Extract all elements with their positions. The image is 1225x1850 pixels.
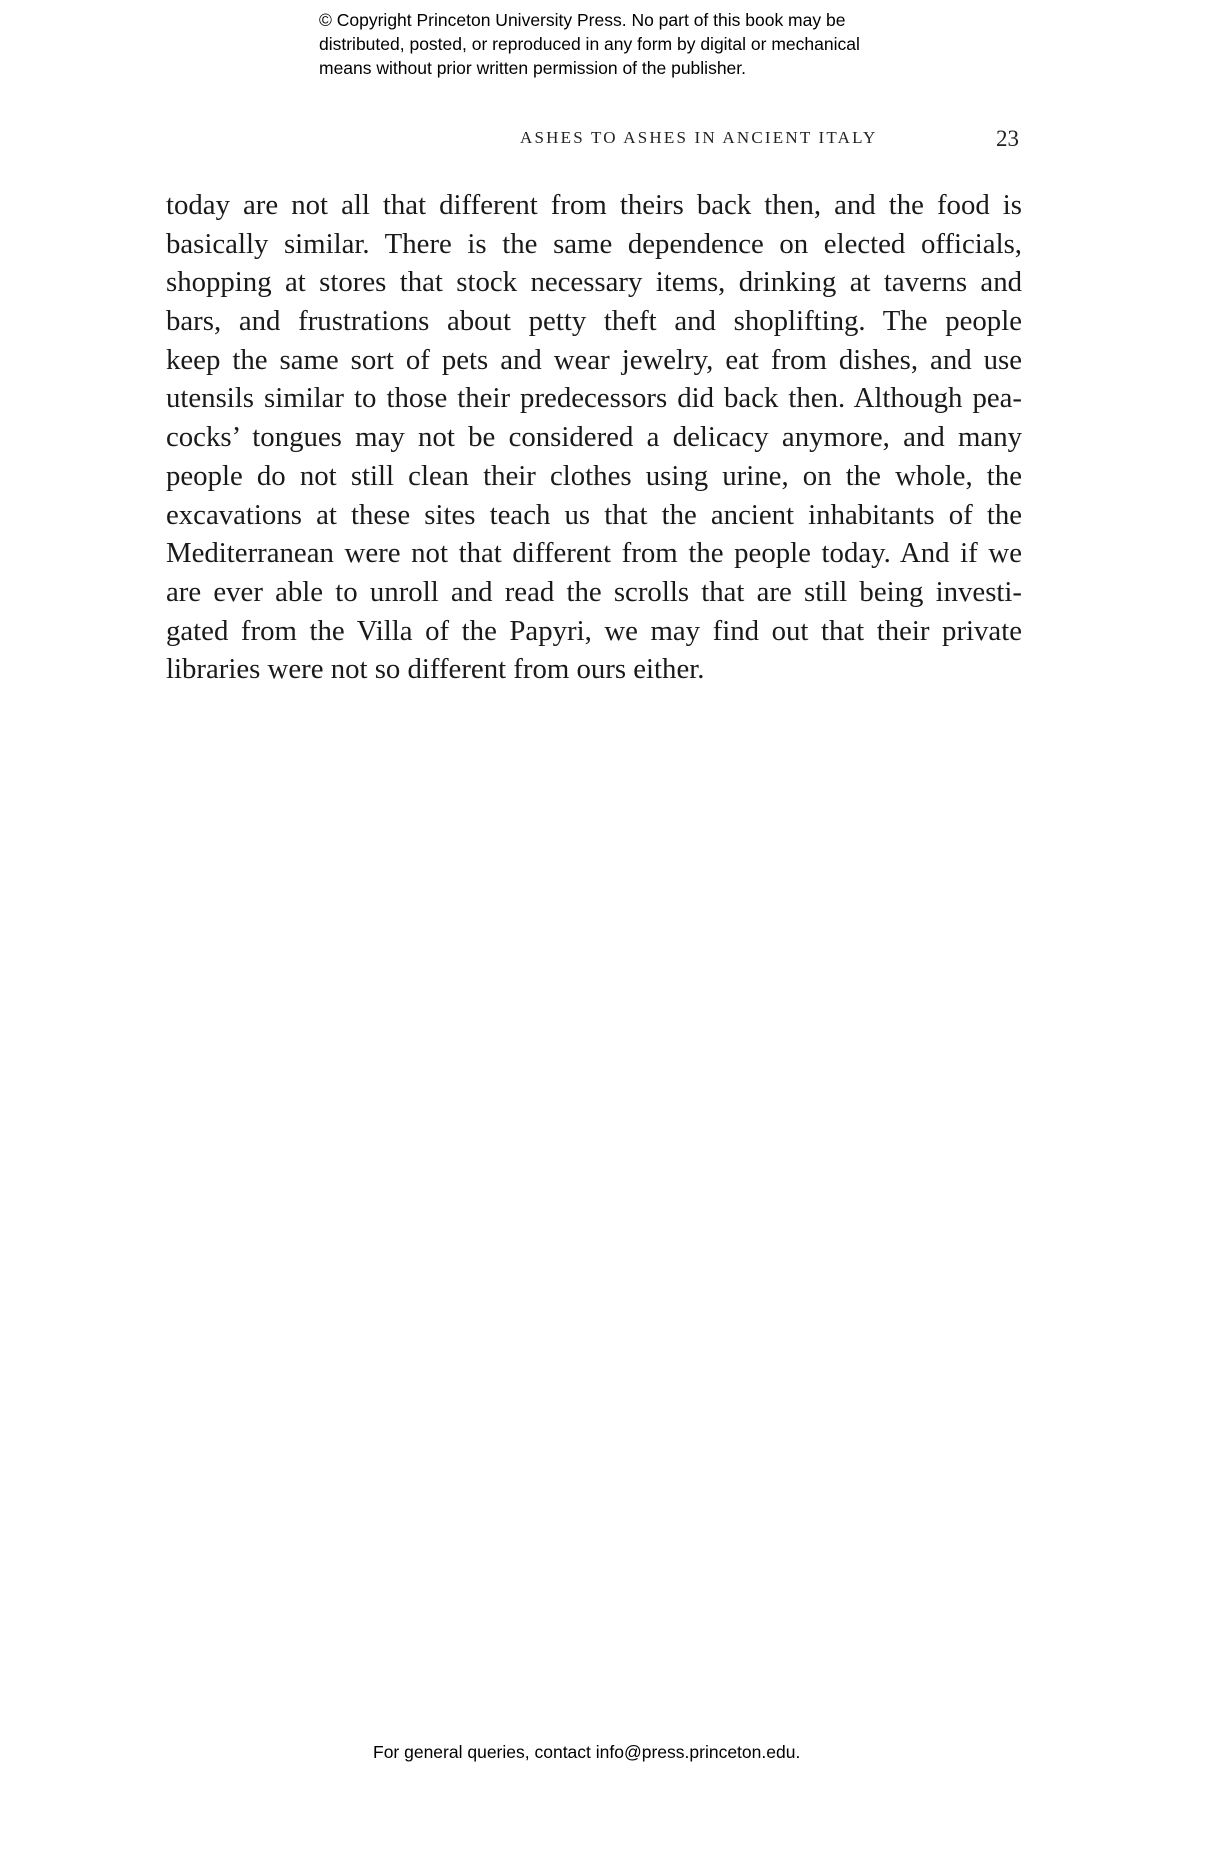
text-line: keep the same sort of pets and wear jewelry, eat from dishes, and use: [166, 343, 1022, 376]
text-line: libraries were not so different from ours either.: [166, 653, 705, 686]
text-line: bars, and frustrations about petty theft and shoplifting. The people: [166, 305, 1022, 338]
text-line: people do not still clean their clothes using urine, on the whole, the: [166, 459, 1022, 492]
running-head: ASHES TO ASHES IN ANCIENT ITALY: [520, 128, 878, 147]
body-paragraph: [166, 186, 1022, 689]
page-number: 23: [996, 126, 1019, 151]
copyright-line: means without prior written permission of the publisher.: [319, 58, 747, 78]
copyright-notice: [319, 8, 959, 80]
text-line: are ever able to unroll and read the scrolls that are still being investi-: [166, 575, 1022, 608]
text-line: excavations at these sites teach us that the ancient inhabitants of the: [166, 498, 1022, 531]
text-line: Mediterranean were not that different from the people today. And if we: [166, 537, 1022, 570]
text-line: gated from the Villa of the Papyri, we may find out that their private: [166, 614, 1022, 647]
text-line: utensils similar to those their predecessors did back then. Although pea-: [166, 382, 1022, 415]
footer-contact: For general queries, contact info@press.princeton.edu.: [373, 1742, 801, 1762]
text-line: cocks’ tongues may not be considered a delicacy anymore, and many: [166, 421, 1022, 454]
copyright-line: © Copyright Princeton University Press. No part of this book may be: [319, 10, 846, 30]
text-line: today are not all that different from theirs back then, and the food is: [166, 189, 1022, 221]
text-line: basically similar. There is the same dependence on elected officials,: [166, 227, 1022, 260]
text-line: shopping at stores that stock necessary items, drinking at taverns and: [166, 266, 1022, 299]
copyright-line: distributed, posted, or reproduced in any form by digital or mechanical: [319, 34, 860, 54]
